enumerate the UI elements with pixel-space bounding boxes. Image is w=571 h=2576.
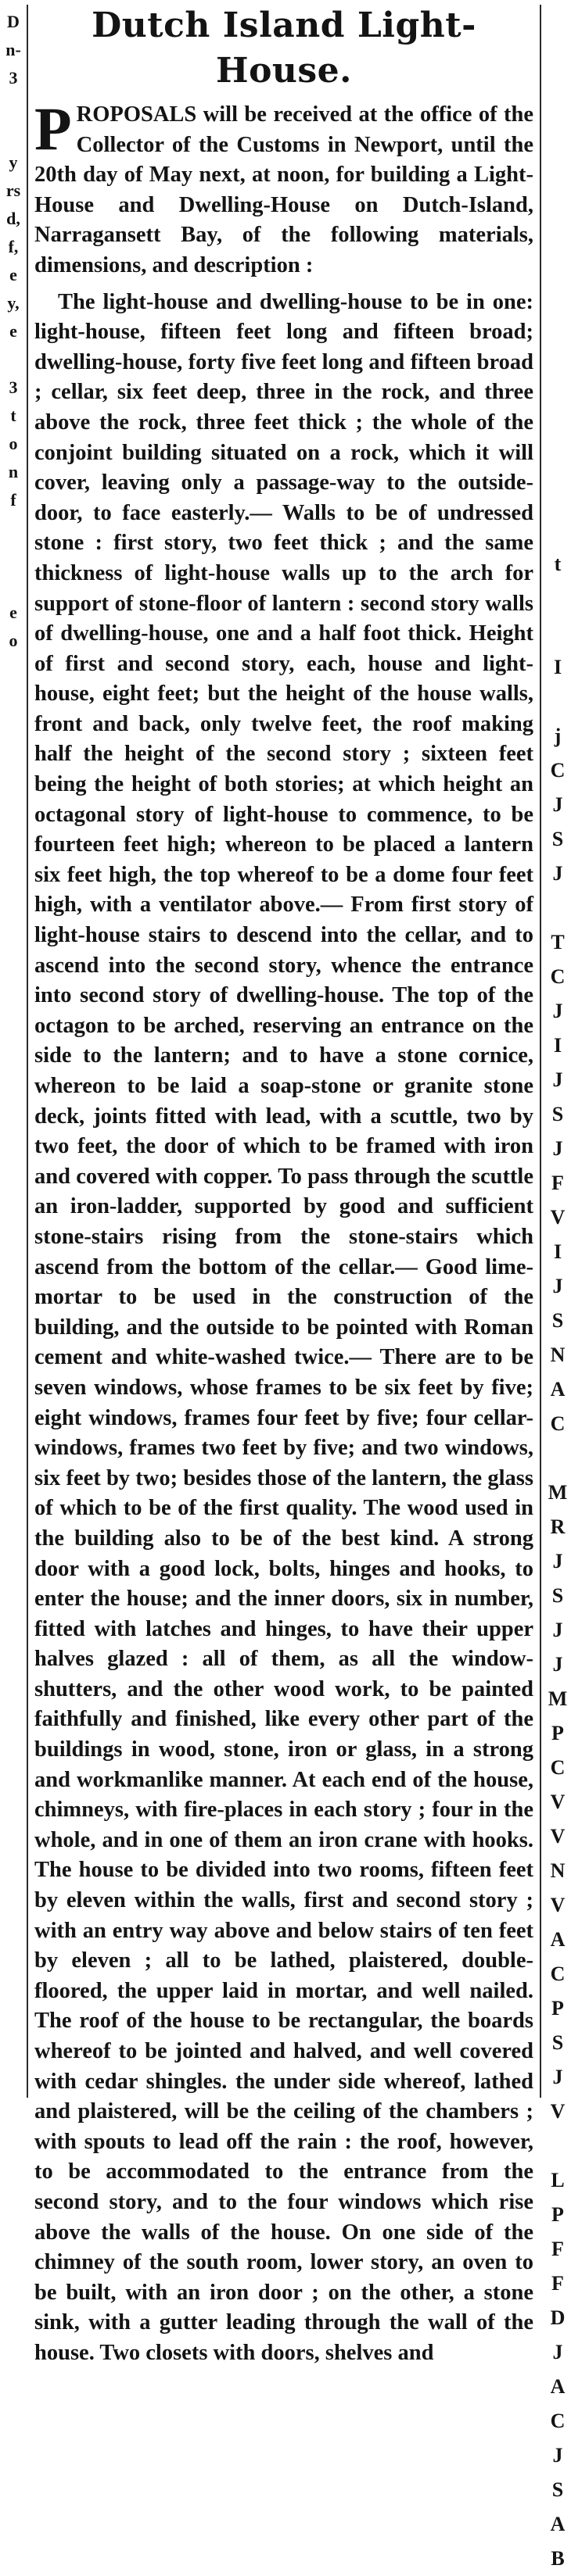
left-gutter-fragment (2, 1302, 25, 1330)
left-adjacent-column-fragment (2, 8, 25, 1921)
left-gutter-fragment (2, 683, 25, 711)
right-gutter-fragment: V (550, 1206, 566, 1229)
left-gutter-fragment (2, 1358, 25, 1386)
left-gutter-fragment (2, 1724, 25, 1752)
right-gutter-fragment: S (551, 2031, 564, 2054)
left-gutter-fragment: e (9, 321, 17, 341)
right-gutter-fragment: J (552, 1550, 563, 1572)
right-gutter-fragment: C (550, 1412, 566, 1435)
left-gutter-fragment (2, 1386, 25, 1415)
left-gutter-fragment (2, 1190, 25, 1218)
right-gutter-fragment: P (551, 1997, 564, 2020)
right-gutter-fragment: F (551, 2238, 564, 2260)
left-gutter-fragment (2, 1443, 25, 1471)
right-gutter-fragment: I (553, 656, 562, 678)
right-gutter-fragment: C (550, 1962, 566, 1985)
left-gutter-fragment (2, 542, 25, 571)
right-gutter-fragment: C (550, 759, 566, 782)
right-gutter-fragment: N (550, 1343, 566, 1366)
article-body-paragraph: The light-house and dwelling-house to be in one: light-house, fifteen feet long and fifteen broad; dwelling-house, forty five feet long and fifteen broad ; cellar, six feet deep, three in the rock, and three above the rock, three feet thick ; the whole of the conjoint building situated on a rock, which it will cover, leaving only a passage-way to the outside-door, to face easterly.— Walls to be of undressed stone : first story, two feet thick ; and the same thickness of light-house walls up to the arch for support of stone-floor of lantern : second story walls of dwelling-house, one and a half foot thick. Height of first and second story, each, house and light-house, eight feet; but the height of the house walls, front and back, only twelve feet, the roof making half the height of the second story ; sixteen feet being the height of both stories; at which height an octagonal story of light-house to commence, to be fourteen feet high; whereon to be placed a lantern six feet high, the top whereof to be a dome four feet high, with a ventilator above.— From first story of light-house stairs to descend into the cellar, and to ascend into the second story, whence the entrance into second story of dwelling-house. The top of the octagon to be arched, reserving an entrance on the side to the lantern; and to have a stone cornice, whereon to be laid a soap-stone or granite stone deck, joints fitted with lead, with a scuttle, two by two feet, the door of which to be framed with iron and covered with copper. To pass through the scuttle an iron-ladder, supported by good and sufficient stone-stairs rising from the stone-stairs which ascend from the bottom of the cellar.— Good lime-mortar to be used in the construction of the building, and the outside to be pointed with Roman cement and white-washed twice.— There are to be seven windows, whose frames to be six feet by five; eight windows, frames four feet by five; four cellar-windows, frames two feet by five; and two windows, six feet by two; besides those of the lantern, the glass of which to be of the first quality. The wood used in the building also to be of the best kind. A strong door with a good lock, bolts, hinges and hooks, to enter the house; and the inner doors, six in number, fitted with latches and hinges, to have their upper halves glazed : all of them, as all the window-shutters, and the other wood work, to be painted faithfully and finished, like every other part of the buildings in wood, stone, iron or glass, in a strong and workmanlike manner. At each end of the house, chimneys, with fire-places in each story ; four in the whole, and in one of them an iron crane with hooks. The house to be divided into two rooms, fifteen feet by eleven within the walls, first and second story ; with an entry way above and below stairs of ten feet by eleven ; all to be lathed, plaistered, double-floored, the upper laid in mortar, and well nailed. The roof of the house to be rectangular, the boards whereof to be jointed and halved, and well covered with cedar shingles. the under side whereof, lathed and plaistered, will be the ceiling of the chambers ; with spouts to lead off the rain : the roof, however, to be accommodated to the entrance from the second story, and to the four windows which rise above the walls of the house. On one side of the chimney of the south room, lower story, an oven to be built, with an iron door ; on the other, a stone sink, with a gutter leading through the wall of the house. Two closets with doors, shelves and (34, 289, 533, 2365)
left-gutter-fragment: n (8, 462, 19, 481)
left-gutter-fragment (2, 936, 25, 964)
left-gutter-fragment: e (9, 603, 17, 622)
right-column-rule (540, 5, 541, 2098)
right-gutter-fragment: J (552, 862, 563, 885)
right-gutter-fragment: C (550, 1756, 566, 1779)
right-gutter-fragment: J (552, 1068, 563, 1091)
left-gutter-fragment (2, 1499, 25, 1527)
right-gutter-fragment: V (550, 1894, 566, 1916)
left-gutter-fragment (2, 993, 25, 1021)
right-gutter-fragment: J (552, 1653, 563, 1676)
right-gutter-fragment: J (552, 1619, 563, 1641)
left-gutter-fragment (2, 345, 25, 374)
right-gutter-fragment: V (550, 1825, 566, 1848)
right-gutter-fragment: J (552, 2066, 563, 2088)
left-gutter-fragment: o (9, 631, 18, 650)
left-gutter-fragment (2, 1021, 25, 1049)
right-gutter-fragment: L (551, 2169, 565, 2191)
right-gutter-fragment: D (550, 2306, 566, 2329)
left-gutter-fragment: d, (6, 209, 20, 228)
right-gutter-fragment: t (554, 553, 562, 575)
left-gutter-fragment: rs (5, 181, 21, 200)
right-gutter-fragment: A (550, 1378, 566, 1401)
left-gutter-fragment (2, 711, 25, 739)
right-gutter-fragment: S (551, 1309, 564, 1332)
left-gutter-fragment (2, 120, 25, 148)
right-gutter-fragment (548, 1441, 568, 1476)
right-gutter-fragment: F (551, 2272, 564, 2295)
left-gutter-fragment (2, 1471, 25, 1499)
left-gutter-fragment: o (9, 434, 18, 453)
left-gutter-fragment (2, 1330, 25, 1358)
right-gutter-fragment: S (551, 2478, 564, 2501)
right-gutter-fragment: S (551, 1584, 564, 1607)
right-gutter-fragment: R (550, 1515, 566, 1538)
left-gutter-fragment (2, 1049, 25, 1077)
right-gutter-fragment (548, 581, 568, 616)
right-gutter-fragment: V (550, 1791, 566, 1813)
left-gutter-fragment (2, 1696, 25, 1724)
right-gutter-fragment: A (550, 1928, 566, 1951)
right-gutter-fragment: J (552, 1275, 563, 1297)
right-gutter-fragment (548, 685, 568, 719)
left-gutter-fragment (2, 655, 25, 683)
left-gutter-fragment (2, 571, 25, 599)
right-gutter-fragment: M (548, 1687, 568, 1710)
left-gutter-fragment (2, 1752, 25, 1780)
left-gutter-fragment (2, 1583, 25, 1612)
left-gutter-fragment (2, 852, 25, 880)
right-gutter-fragment: P (551, 1722, 564, 1744)
left-gutter-fragment (2, 92, 25, 120)
left-gutter-fragment: y, (7, 293, 20, 313)
right-gutter-fragment (548, 616, 568, 650)
left-gutter-fragment (2, 824, 25, 852)
left-gutter-fragment: f (10, 490, 16, 510)
right-gutter-fragment: J (552, 2444, 563, 2467)
left-gutter-fragment: D (7, 12, 20, 31)
right-gutter-fragment: j (554, 724, 562, 747)
left-gutter-fragment (2, 1668, 25, 1696)
right-gutter-fragment: I (553, 1034, 562, 1057)
right-adjacent-column-fragment (548, 547, 568, 2576)
left-gutter-fragment (2, 796, 25, 824)
right-gutter-fragment: V (550, 2100, 566, 2123)
drop-cap: P (34, 95, 72, 163)
left-gutter-fragment (2, 1218, 25, 1246)
right-gutter-fragment (548, 891, 568, 925)
right-gutter-fragment: J (552, 793, 563, 816)
right-gutter-fragment: N (550, 1859, 566, 1882)
right-gutter-fragment (548, 2129, 568, 2163)
left-gutter-fragment: 3 (9, 377, 18, 397)
left-gutter-fragment (2, 1780, 25, 1809)
left-gutter-fragment: t (10, 406, 16, 425)
right-gutter-fragment: T (551, 931, 565, 953)
right-gutter-fragment: F (551, 1172, 564, 1194)
left-gutter-fragment (2, 1865, 25, 1893)
left-gutter-fragment (2, 767, 25, 796)
right-gutter-fragment: S (551, 1103, 564, 1125)
left-gutter-fragment (2, 1527, 25, 1555)
left-gutter-fragment (2, 880, 25, 908)
lead-text: ROPOSALS will be received at the office of the Collector of the Customs in Newport, until the 20th day of May next, at noon, for building a Light-House and Dwelling-House on Dutch-Island, Narragansett Bay, of the following materials, dimensions, and description : (34, 102, 533, 277)
right-gutter-fragment: A (550, 2513, 566, 2535)
article-dutch-island-light-house (34, 3, 533, 2365)
left-gutter-fragment (2, 1161, 25, 1190)
left-column-rule (27, 5, 28, 2098)
left-gutter-fragment (2, 1809, 25, 1837)
left-gutter-fragment: 3 (9, 68, 18, 88)
left-gutter-fragment (2, 1105, 25, 1133)
right-gutter-fragment: M (548, 1481, 568, 1504)
left-gutter-fragment (2, 1274, 25, 1302)
left-gutter-fragment (2, 514, 25, 542)
right-gutter-fragment: J (552, 1137, 563, 1160)
left-gutter-fragment: y (9, 152, 18, 172)
right-gutter-fragment: C (550, 965, 566, 988)
left-gutter-fragment: e (9, 265, 17, 284)
left-gutter-fragment (2, 1077, 25, 1105)
left-gutter-fragment (2, 1893, 25, 1921)
right-gutter-fragment: S (551, 828, 564, 850)
article-headline: Dutch Island Light-House. (92, 5, 476, 91)
left-gutter-fragment (2, 1837, 25, 1865)
right-gutter-fragment: P (551, 2203, 564, 2226)
left-gutter-fragment: f, (8, 237, 19, 256)
left-gutter-fragment (2, 739, 25, 767)
left-gutter-fragment (2, 1133, 25, 1161)
left-gutter-fragment (2, 1612, 25, 1640)
left-gutter-fragment (2, 1640, 25, 1668)
left-gutter-fragment (2, 1415, 25, 1443)
right-gutter-fragment: J (552, 2341, 563, 2363)
left-gutter-fragment (2, 908, 25, 936)
left-gutter-fragment (2, 1555, 25, 1583)
left-gutter-fragment: n- (5, 40, 21, 59)
right-gutter-fragment: A (550, 2375, 566, 2398)
right-gutter-fragment: C (550, 2410, 566, 2432)
left-gutter-fragment (2, 964, 25, 993)
article-lead-paragraph (34, 95, 533, 281)
right-gutter-fragment: I (553, 1240, 562, 1263)
right-gutter-fragment: J (552, 1000, 563, 1022)
left-gutter-fragment (2, 1246, 25, 1274)
right-gutter-fragment: B (551, 2547, 565, 2570)
